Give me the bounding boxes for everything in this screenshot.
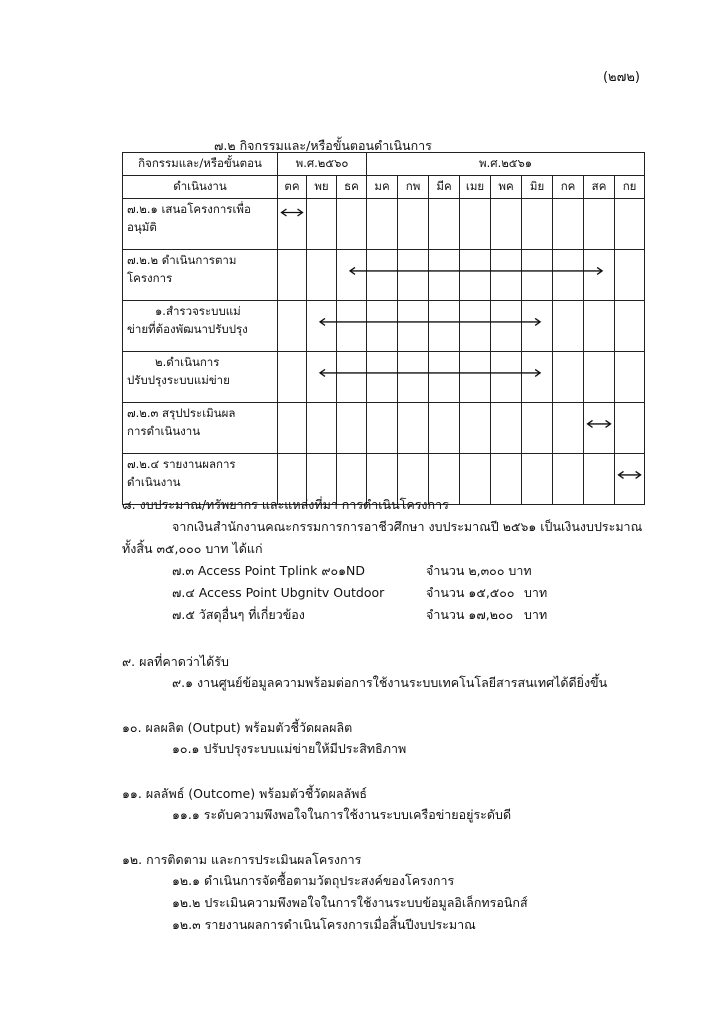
budget-item-name: ๗.๕ วัสดุอื่นๆ ที่เกี่ยวข้อง [172,607,305,622]
month-header: มีค [429,176,460,199]
budget-item-amount: จำนวน ๒,๓๐๐ บาท [426,563,532,578]
month-header: ตค [278,176,307,199]
activity-label [123,301,278,352]
section-8-paragraph-line2: ทั้งสิ้น ๓๕,๐๐๐ บาท ได้แก่ [122,541,263,556]
month-header: พย [307,176,337,199]
month-header: เมย [460,176,491,199]
month-header: สค [584,176,615,199]
section-12-title: ๑๒. การติดตาม และการประเมินผลโครงการ [122,852,362,867]
activity-label [123,250,278,301]
activity-line: ข่ายที่ต้องพัฒนาปรับปรุง [127,321,248,336]
activity-line: ๗.๒.๒ ดำเนินการตาม [127,253,237,267]
section-10-title: ๑๐. ผลผลิต (Output) พร้อมตัวชี้วัดผลผลิต [122,720,353,735]
header-activity-top: กิจกรรมและ/หรือขั้นตอน [123,153,278,176]
section-10-item: ๑๐.๑ ปรับปรุงระบบแม่ข่ายให้มีประสิทธิภาพ [172,741,407,756]
section-7-2-title: ๗.๒ กิจกรรมและ/หรือขั้นตอนดำเนินการ [214,138,432,153]
activity-line: ปรับปรุงระบบแม่ข่าย [127,372,230,387]
month-header: กค [553,176,584,199]
section-11-item: ๑๑.๑ ระดับความพึงพอใจในการใช้งานระบบเครือข่ายอยู่ระดับดี [172,807,512,822]
activity-line: โครงการ [127,270,173,285]
activity-line: ๒.ดำเนินการ [155,355,220,369]
activity-line: ๑.สำรวจระบบแม่ [155,304,241,318]
month-header: มค [367,176,398,199]
activity-schedule-table [122,152,645,505]
month-header: กย [615,176,645,199]
section-12-item: ๑๒.๓ รายงานผลการดำเนินโครงการเมื่อสิ้นปีงบประมาณ [172,917,476,932]
section-9-item: ๙.๑ งานศูนย์ข้อมูลความพร้อมต่อการใช้งานระบบเทคโนโลยีสารสนเทศได้ดียิ่งขึ้น [172,675,608,690]
budget-item-name: ๗.๔ Access Point Ubgnitv Outdoor [172,585,385,600]
section-11-title: ๑๑. ผลลัพธ์ (Outcome) พร้อมตัวชี้วัดผลลัพธ์ [122,786,368,801]
month-header: ธค [337,176,367,199]
header-year-2560: พ.ศ.๒๕๖๐ [278,153,367,176]
month-header: กพ [398,176,429,199]
page-number: (๒๗๒) [602,70,640,85]
activity-line: การดำเนินงาน [127,423,201,438]
section-12-item: ๑๒.๑ ดำเนินการจัดซื้อตามวัตถุประสงค์ของโครงการ [172,873,455,888]
budget-item-amount: จำนวน ๑๕,๕๐๐ [426,585,515,600]
section-8-paragraph-line1: จากเงินสำนักงานคณะกรรมการการอาชีวศึกษา งบประมาณปี ๒๕๖๑ เป็นเงินงบประมาณ [172,519,643,534]
month-header: พค [491,176,522,199]
section-9-title: ๙. ผลที่คาดว่าได้รับ [122,654,229,669]
activity-line: ๗.๒.๓ สรุปประเมินผล [127,406,236,420]
budget-item-unit: บาท [524,607,548,622]
activity-line: ๗.๒.๑ เสนอโครงการเพื่อ [127,202,251,216]
month-header: มิย [522,176,553,199]
section-12-item: ๑๒.๒ ประเมินความพึงพอใจในการใช้งานระบบข้อมูลอิเล็กทรอนิกส์ [172,895,528,910]
budget-item-amount: จำนวน ๑๗,๒๐๐ [426,607,514,622]
activity-line: อนุมัติ [127,219,157,234]
activity-label [123,352,278,403]
budget-item-name: ๗.๓ Access Point Tplink ๙๐๑ND [172,563,366,578]
section-8-title: ๘. งบประมาณ/ทรัพยากร และแหล่งที่มา การดำเนินโครงการ [122,497,449,512]
activity-label [123,403,278,454]
budget-item-unit: บาท [524,585,548,600]
header-activity-bottom: ดำเนินงาน [123,176,278,199]
activity-line: ๗.๒.๔ รายงานผลการ [127,457,236,471]
header-year-2561: พ.ศ.๒๕๖๑ [367,153,645,176]
activity-label [123,199,278,250]
activity-line: ดำเนินงาน [127,474,181,489]
